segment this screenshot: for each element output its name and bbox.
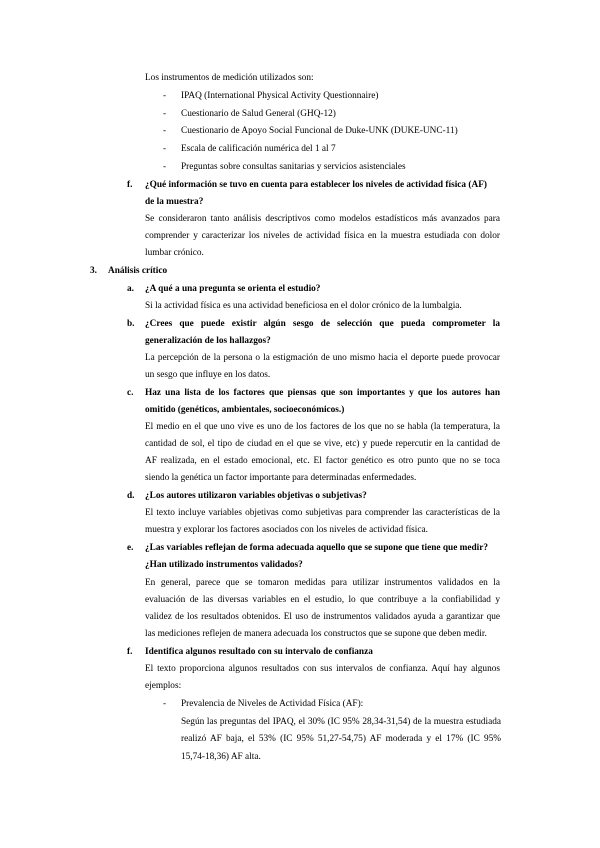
question-heading: Haz una lista de los factores que piensas que son importantes y que los autores han (145, 388, 500, 398)
bullet-dash: - (163, 699, 167, 709)
answer-line: lumbar crónico. (145, 248, 204, 258)
item-marker: e. (127, 543, 134, 553)
answer-line: comprender y caracterizar los niveles de actividad física en la muestra estudiada con dolor (145, 231, 500, 241)
bullet-dash: - (163, 162, 167, 172)
item-marker: b. (127, 319, 135, 329)
answer-line: Se consideraron tanto análisis descriptivos como modelos estadísticos más avanzados para (145, 214, 500, 224)
instrument-item: Cuestionario de Salud General (GHQ-12) (181, 109, 336, 119)
instrument-item: Preguntas sobre consultas sanitarias y servicios asistenciales (181, 162, 406, 172)
answer-line: cantidad de sol, el tipo de ciudad en el que se vive, etc) y puede repercutir en la cantidad de (145, 439, 500, 449)
answer-line: un sesgo que influye en los datos. (145, 370, 271, 380)
bullet-dash: - (163, 91, 167, 101)
instrument-item: Cuestionario de Apoyo Social Funcional de Duke-UNK (DUKE-UNC-11) (181, 126, 458, 136)
item-marker: c. (127, 388, 134, 398)
item-marker: f. (127, 647, 133, 657)
intro-text: Los instrumentos de medición utilizados son: (145, 73, 314, 83)
answer-line: muestra y explorar los factores asociados con los niveles de actividad física. (145, 525, 428, 535)
item-marker: a. (127, 284, 134, 294)
answer-line: las mediciones reflejen de manera adecuada los constructos que se supone que deben medir. (145, 629, 487, 639)
answer-line: Si la actividad física es una actividad beneficiosa en el dolor crónico de la lumbalgia. (145, 301, 462, 311)
question-heading: generalización de los hallazgos? (145, 336, 271, 346)
question-heading: ¿Los autores utilizaron variables objetivas o subjetivas? (145, 491, 367, 501)
answer-line: evaluación de las diversas variables en el estudio, lo que contribuye a la confiabilidad y (145, 595, 500, 605)
section-number: 3. (90, 266, 97, 276)
question-heading: ¿Han utilizado instrumentos validados? (145, 560, 303, 570)
bullet-dash: - (163, 109, 167, 119)
result-line: Según las preguntas del IPAQ, el 30% (IC 95% 28,34-31,54) de la muestra estudiada (181, 717, 501, 727)
answer-line: AF realizada, en el estado emocional, etc. El factor genético es otro punto que no se toca (145, 456, 500, 466)
answer-line: En general, parece que se tomaron medidas para utilizar instrumentos validados en la (145, 578, 500, 588)
answer-line: siendo la genética un factor importante para determinadas enfermedades. (145, 473, 417, 483)
answer-line: La percepción de la persona o la estigmación de uno mismo hacia el deporte puede provocar (145, 353, 500, 363)
question-heading: de la muestra? (145, 197, 204, 207)
answer-line: El medio en el que uno vive es uno de los factores de los que no se habla (la temperatura, la (145, 422, 500, 432)
question-heading: omitido (genéticos, ambientales, socioeconómicos.) (145, 405, 345, 415)
question-heading: ¿Qué información se tuvo en cuenta para establecer los niveles de actividad física (AF) (145, 180, 487, 190)
section-title: Análisis crítico (108, 266, 168, 276)
question-heading: Identifica algunos resultado con su intervalo de confianza (145, 647, 373, 657)
answer-line: El texto proporciona algunos resultados con sus intervalos de confianza. Aquí hay algunos (145, 664, 500, 674)
question-heading: ¿Crees que puede existir algún sesgo de selección que pueda comprometer la (145, 319, 500, 329)
instrument-item: Escala de calificación numérica del 1 al 7 (181, 144, 336, 154)
result-line: 15,74-18,36) AF alta. (181, 752, 261, 762)
answer-line: validez de los resultados obtenidos. El uso de instrumentos validados ayuda a garantizar que (145, 612, 500, 622)
sub-bullet-title: Prevalencia de Niveles de Actividad Física (AF): (181, 699, 364, 709)
question-heading: ¿A qué a una pregunta se orienta el estudio? (145, 284, 321, 294)
bullet-dash: - (163, 126, 167, 136)
bullet-dash: - (163, 144, 167, 154)
answer-line: El texto incluye variables objetivas como subjetivas para comprender las características de la (145, 508, 500, 518)
question-heading: ¿Las variables reflejan de forma adecuada aquello que se supone que tiene que medir? (145, 543, 489, 553)
item-marker: d. (127, 491, 135, 501)
instrument-item: IPAQ (International Physical Activity Questionnaire) (181, 91, 379, 101)
result-line: realizó AF baja, el 53% (IC 95% 51,27-54,75) AF moderada y el 17% (IC 95% (181, 734, 501, 744)
item-marker: f. (127, 180, 133, 190)
answer-line: ejemplos: (145, 681, 182, 691)
